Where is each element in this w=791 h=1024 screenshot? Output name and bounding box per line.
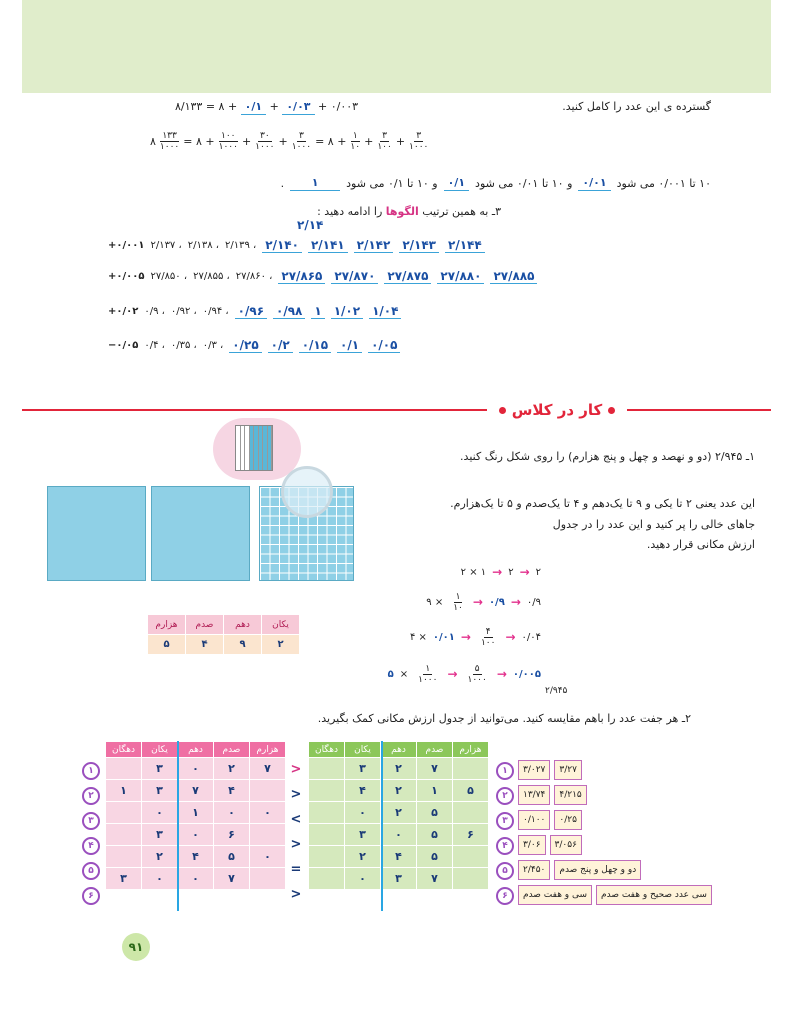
number-box: ۰/۱۰۰: [518, 810, 550, 830]
numerator: ۱۰۰: [221, 131, 236, 141]
grid-cell: [453, 868, 489, 890]
number-box: سی عدد صحیح و هفت صدم: [596, 885, 712, 905]
arrow-right-icon: →: [460, 630, 471, 644]
arrow-right-icon: →: [510, 595, 521, 609]
magnifier-icon: [281, 466, 333, 518]
grid-cell: ۰: [142, 868, 178, 890]
number-box: ۳/۰۲۷: [518, 760, 550, 780]
fraction: [253, 131, 276, 152]
chain-mid: ۲: [508, 566, 514, 578]
classwork-p3: ارزش مکانی قرار دهید.: [646, 538, 755, 551]
numerator: ۱۳۳: [162, 131, 177, 141]
grid-cell: ۱: [417, 780, 453, 802]
fraction: [407, 131, 430, 152]
denominator: ۱۰۰: [480, 637, 496, 648]
ten-fill-a: ۰/۰۱: [578, 176, 610, 191]
row-number: ۱: [82, 762, 100, 780]
chain-fill: ۰/۰۱: [432, 631, 455, 643]
row-number: ۴: [496, 837, 514, 855]
sequence-answer: ۲/۱۴۰: [262, 238, 302, 253]
grid-cell: ۵: [417, 824, 453, 846]
sequence-answer: ۰/۰۵: [368, 338, 400, 353]
top-banner: [22, 0, 771, 93]
row-number: ۲: [82, 787, 100, 805]
grid-cell: ۵: [417, 802, 453, 824]
grid-header: صدم: [214, 742, 250, 758]
compare-table-right: [308, 741, 489, 890]
grid-cell: ۰: [142, 802, 178, 824]
frac-lead: ۸: [150, 135, 156, 148]
q3-keyword: الگوها: [385, 205, 419, 218]
grid-cell: ۳: [142, 824, 178, 846]
sequence-answer: ۲۷/۸۷۰: [331, 269, 378, 284]
compare-operator: >: [290, 762, 302, 777]
bullet-icon: [608, 407, 615, 414]
classwork-q1: ۱ـ ۲/۹۴۵ (دو و نهصد و چهل و پنج هزارم) را روی شکل رنگ کنید.: [460, 450, 755, 463]
expanded-fill-2: ۰/۰۳: [282, 100, 314, 115]
arrow-right-icon: →: [492, 565, 503, 579]
pv-header: هزارم: [148, 615, 186, 635]
grid-cell: ۳: [345, 824, 381, 846]
grid-cell: ۲: [381, 802, 417, 824]
fraction: [217, 131, 240, 152]
grid-cell: [453, 846, 489, 868]
row-number: ۵: [82, 862, 100, 880]
numerator: ۳: [298, 131, 304, 141]
grid-cell: ۶: [453, 824, 489, 846]
page-number: ۹۱: [122, 933, 150, 961]
grid-cell: ۰: [250, 846, 286, 868]
sequence-row: [108, 334, 648, 356]
pv-value: ۵: [148, 635, 186, 655]
row-number: ۲: [496, 787, 514, 805]
grid-cell: [309, 780, 345, 802]
chain-total: ۲/۹۴۵: [545, 686, 568, 696]
chain-left: ۲ × ۱: [460, 566, 487, 578]
denominator: ۱۰۰۰: [291, 142, 312, 152]
sequence-given: ۰/۹ ،: [144, 305, 165, 317]
grid-cell: ۷: [417, 758, 453, 780]
numerator: ۴: [485, 626, 491, 637]
grid-cell: [309, 758, 345, 780]
chain-fill: ۵: [387, 668, 394, 680]
place-value-grid: [147, 614, 300, 655]
grid-cell: ۲: [345, 846, 381, 868]
pv-value: ۹: [224, 635, 262, 655]
grid-cell: ۲: [381, 780, 417, 802]
sequence-row: [108, 234, 648, 256]
pv-header: صدم: [186, 615, 224, 635]
left-number-column: [82, 762, 100, 905]
right-number-column: [496, 762, 514, 905]
fraction: [416, 664, 439, 685]
chain-left: ×: [399, 668, 409, 680]
grid-cell: ۰: [250, 802, 286, 824]
sequence-given: ۰/۹۲ ،: [170, 305, 197, 317]
grid-cell: [106, 846, 142, 868]
sequence-answer: ۰/۹۶: [235, 304, 267, 319]
chain-row: [426, 590, 541, 614]
sequence-rule: +۰/۰۲: [108, 305, 139, 317]
grid-cell: ۴: [178, 846, 214, 868]
number-box: ۳/۰۶: [518, 835, 546, 855]
sequence-row: [108, 300, 648, 322]
sequence-given: ۰/۹۴ ،: [202, 305, 229, 317]
q3-instruction: [317, 205, 501, 218]
sequence-row: [108, 265, 648, 287]
chain-right: ۰/۰۴: [521, 631, 541, 643]
number-box: ۲/۴۵۰: [518, 860, 550, 880]
grid-header: دهگان: [309, 742, 345, 758]
grid-cell: ۳: [381, 868, 417, 890]
grid-cell: [250, 824, 286, 846]
grid-header: صدم: [417, 742, 453, 758]
bullet-icon: [499, 407, 506, 414]
grid-cell: ۰: [178, 868, 214, 890]
sequence-answer: ۱/۰۴: [369, 304, 401, 319]
numerator: ۱: [425, 663, 431, 674]
sequence-rule: +۰/۰۰۵: [108, 270, 145, 282]
number-box: ۴/۲۱۵: [554, 785, 586, 805]
grid-header: هزارم: [250, 742, 286, 758]
grid-cell: [106, 758, 142, 780]
sequence-answer: ۱/۰۲: [331, 304, 363, 319]
grid-cell: ۶: [214, 824, 250, 846]
number-box: ۱۳/۷۴: [518, 785, 550, 805]
sequence-answer: ۲/۱۴۱: [308, 238, 348, 253]
denominator: ۱۰۰۰: [467, 674, 487, 685]
row-number: ۶: [82, 887, 100, 905]
row-number: ۱: [496, 762, 514, 780]
fraction: [375, 131, 394, 152]
left-compare-grid: [105, 741, 286, 890]
classwork-p1: این عدد یعنی ۲ تا یکی و ۹ تا یک‌دهم و ۴ تا یک‌صدم و ۵ تا یک‌هزارم.: [450, 497, 755, 510]
sequence-answer: ۲۷/۸۸۵: [490, 269, 537, 284]
grid-cell: ۳: [106, 868, 142, 890]
grid-cell: ۵: [453, 780, 489, 802]
grid-cell: ۲: [214, 758, 250, 780]
q3-suffix: را ادامه دهید :: [317, 205, 383, 218]
arrow-right-icon: →: [496, 667, 507, 681]
sequence-given: ۰/۳۵ ،: [170, 339, 197, 351]
denominator: ۱۰۰: [377, 142, 392, 152]
chain-mid: ۰/۹: [488, 596, 505, 608]
grid-header: یکان: [345, 742, 381, 758]
chain-right: ۲: [535, 566, 541, 578]
ten-fill-c: ۱: [290, 176, 340, 191]
pv-value: ۴: [186, 635, 224, 655]
numerator: ۵: [474, 663, 480, 674]
row-number: ۴: [82, 837, 100, 855]
arrow-right-icon: →: [519, 565, 530, 579]
denominator: ۱۰۰۰: [159, 142, 180, 152]
sequence-answer: ۲/۱۴۴: [445, 238, 485, 253]
classwork-q2: ۲ـ هر جفت عدد را باهم مقایسه کنید. می‌توانید از جدول ارزش مکانی کمک بگیرید.: [317, 712, 691, 725]
sequence-answer: ۰/۲۵: [229, 338, 261, 353]
grid-cell: ۴: [345, 780, 381, 802]
grid-header: هزارم: [453, 742, 489, 758]
grid-cell: ۰: [345, 802, 381, 824]
place-value-table: [147, 614, 300, 655]
compare-table-left: [105, 741, 286, 890]
grid-cell: ۲: [381, 758, 417, 780]
seq1-above-note: ۲/۱۴: [297, 218, 324, 232]
denominator: ۱۰: [350, 142, 361, 152]
fraction: [290, 131, 313, 152]
numerator: ۳: [382, 131, 387, 141]
row-number: ۵: [496, 862, 514, 880]
grid-cell: ۳: [345, 758, 381, 780]
denominator: ۱۰۰۰: [418, 674, 438, 685]
grid-cell: ۳: [142, 758, 178, 780]
ten-c: و ۱۰ تا ۰/۱ می شود: [346, 177, 438, 190]
denominator: ۱۰: [453, 602, 463, 613]
sequence-answer: ۲۷/۸۸۰: [437, 269, 484, 284]
tenths-strip-icon: [235, 425, 273, 471]
ten-a: ۱۰ تا ۰/۰۰۱ می شود: [616, 177, 711, 190]
classwork-p2: جاهای خالی را پر کنید و این عدد را در جدول: [552, 518, 755, 531]
grid-cell: ۷: [417, 868, 453, 890]
sequence-answer: ۰/۹۸: [273, 304, 305, 319]
grid-cell: [250, 868, 286, 890]
grid-cell: [309, 802, 345, 824]
pv-header: دهم: [224, 615, 262, 635]
compare-operator: >: [290, 837, 302, 852]
fraction: [479, 627, 498, 648]
sequence-given: ۰/۴ ،: [144, 339, 165, 351]
row-number: ۶: [496, 887, 514, 905]
grid-cell: ۵: [214, 846, 250, 868]
expanded-fill-1: ۰/۱: [241, 100, 266, 115]
sequence-given: ۲۷/۸۶۰ ،: [235, 270, 273, 282]
expanded-prompt: گسترده ی این عدد را کامل کنید.: [562, 100, 711, 113]
denominator: ۱۰۰۰: [255, 142, 275, 152]
grid-cell: ۱: [178, 802, 214, 824]
arrow-right-icon: →: [505, 630, 516, 644]
number-box: ۳/۰۵۶: [550, 835, 582, 855]
operator-column: [289, 762, 303, 908]
grid-cell: ۰: [345, 868, 381, 890]
grid-cell: ۲: [142, 846, 178, 868]
grid-cell: ۷: [214, 868, 250, 890]
compare-operator: <: [290, 812, 302, 827]
compare-operator: >: [290, 887, 302, 902]
sequence-answer: ۰/۱۵: [299, 338, 331, 353]
sequence-given: ۲/۱۳۹ ،: [224, 239, 257, 251]
classwork-title: [487, 397, 627, 423]
grid-cell: [106, 802, 142, 824]
number-pairs: [518, 760, 712, 905]
number-box: سی و هفت صدم: [518, 885, 592, 905]
chain-row: [388, 662, 541, 686]
chain-right: ۰/۹: [526, 596, 541, 608]
chain-right: ۰/۰۰۵: [512, 668, 541, 680]
compare-operator: =: [290, 862, 302, 877]
chain-row: [410, 625, 541, 649]
grid-cell: [250, 780, 286, 802]
sequence-given: ۲/۱۳۸ ،: [187, 239, 219, 251]
sequence-answer: ۱: [311, 304, 324, 319]
grid-cell: [106, 824, 142, 846]
sequence-answer: ۲/۱۴۲: [354, 238, 394, 253]
chain-left: ۹ ×: [426, 596, 444, 608]
chain-row: [461, 560, 541, 584]
classwork-title-text: کار در کلاس: [511, 401, 603, 419]
grid-cell: ۴: [214, 780, 250, 802]
grid-cell: ۰: [178, 824, 214, 846]
sequence-answer: ۰/۲: [268, 338, 293, 353]
compare-operator: >: [290, 787, 302, 802]
sequence-given: ۲۷/۸۵۵ ،: [193, 270, 230, 282]
number-box: ۳/۲۷: [554, 760, 582, 780]
row-number: ۳: [82, 812, 100, 830]
expanded-tail: + ۰/۰۰۳: [318, 100, 359, 113]
row-number: ۳: [496, 812, 514, 830]
sequence-given: ۰/۳ ،: [202, 339, 224, 351]
grid-cell: [453, 758, 489, 780]
unit-square: [47, 486, 146, 581]
grid-cell: ۵: [417, 846, 453, 868]
fraction: [348, 131, 362, 152]
grid-cell: ۰: [214, 802, 250, 824]
sequence-given: ۲۷/۸۵۰ ،: [150, 270, 188, 282]
numerator: ۱: [455, 591, 461, 602]
ten-end: .: [280, 177, 285, 190]
expanded-lead: ۸/۱۳۳ = ۸ +: [175, 100, 241, 113]
sequence-answer: ۲/۱۴۳: [399, 238, 439, 253]
fraction: [466, 664, 489, 685]
grid-header: یکان: [142, 742, 178, 758]
numerator: ۳۰: [260, 131, 270, 141]
numerator: ۳: [416, 131, 422, 141]
frac-eq: = ۸ +: [183, 135, 215, 148]
grid-cell: ۱: [106, 780, 142, 802]
sequence-rule: +۰/۰۰۱: [108, 239, 145, 251]
grid-cell: [309, 868, 345, 890]
grid-cell: ۰: [178, 758, 214, 780]
pv-value: ۲: [262, 635, 300, 655]
grid-cell: ۷: [178, 780, 214, 802]
decimal-point-line: [177, 741, 179, 911]
pv-header: یکان: [262, 615, 300, 635]
sequence-answer: ۲۷/۸۶۵: [278, 269, 325, 284]
right-compare-grid: [308, 741, 489, 890]
sequence-rule: −۰/۰۵: [108, 339, 139, 351]
ten-fill-b: ۰/۱: [444, 176, 469, 191]
chain-left: ۴ ×: [409, 631, 427, 643]
grid-cell: [309, 846, 345, 868]
grid-cell: [453, 802, 489, 824]
sequence-given: ۲/۱۳۷ ،: [150, 239, 182, 251]
grid-cell: [309, 824, 345, 846]
fraction: [451, 592, 465, 613]
unit-square: [151, 486, 250, 581]
ten-times-line: [281, 176, 711, 191]
arrow-right-icon: →: [472, 595, 483, 609]
sequence-answer: ۰/۱: [337, 338, 362, 353]
denominator: ۱۰۰۰: [409, 142, 429, 152]
decimal-point-line: [381, 741, 383, 911]
grid-header: دهم: [178, 742, 214, 758]
grid-cell: ۳: [142, 780, 178, 802]
number-box: ۰/۲۵: [554, 810, 582, 830]
fraction: [158, 131, 181, 152]
numerator: ۱: [352, 131, 358, 141]
grid-cell: ۴: [381, 846, 417, 868]
sequence-answer: ۲۷/۸۷۵: [384, 269, 431, 284]
number-box: دو و چهل و پنج صدم: [554, 860, 641, 880]
frac-mid: = ۸ +: [315, 135, 347, 148]
grid-cell: ۷: [250, 758, 286, 780]
fraction-expansion: ۸ $\frac{۱۳۳}{۱۰۰۰}$ = ۸ + $\frac{۱۰۰}{۱۰۰۰}$ + $\frac{۳۰}{۱۰۰۰}$ + $\frac{۳}{۱۰۰۰}$ = ۸ + $\frac{۱}{۱۰}$ + $\frac{۳}{۱۰۰}$ + $\frac{۳}{۱۰۰۰}$: [150, 131, 429, 152]
ten-b: و ۱۰ تا ۰/۰۱ می شود: [475, 177, 573, 190]
grid-header: دهگان: [106, 742, 142, 758]
expanded-form-line: ۸/۱۳۳ = ۸ + ۰/۱ + ۰/۰۳ + ۰/۰۰۳: [175, 100, 359, 113]
grid-header: دهم: [381, 742, 417, 758]
section-divider: [22, 409, 771, 411]
grid-cell: ۰: [381, 824, 417, 846]
denominator: ۱۰۰۰: [218, 142, 238, 152]
q3-prefix: ۳ـ به همین ترتیب: [422, 205, 501, 218]
arrow-right-icon: →: [447, 667, 458, 681]
